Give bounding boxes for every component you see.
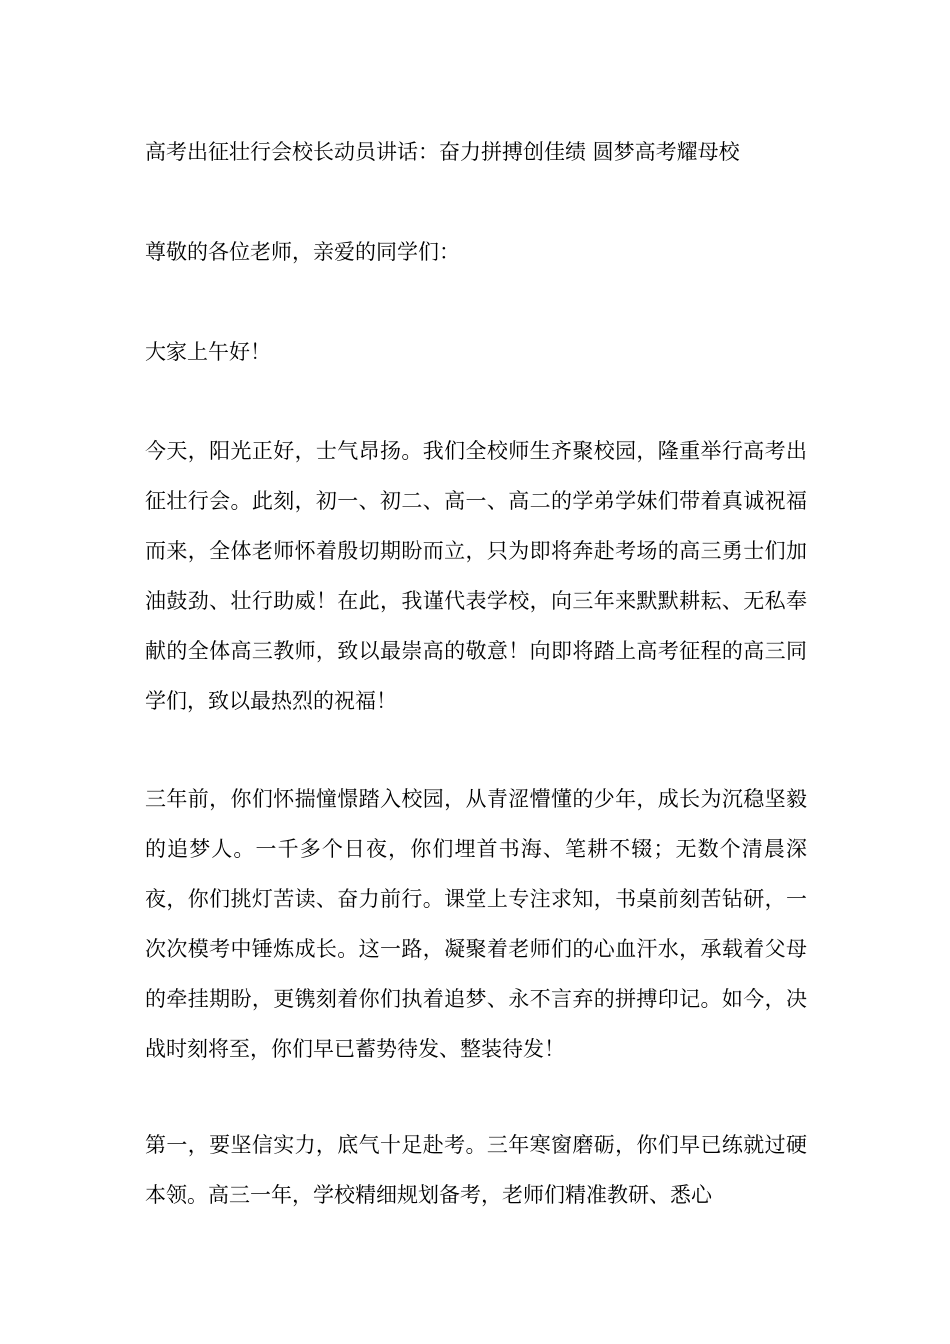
salutation: 尊敬的各位老师，亲爱的同学们：	[145, 240, 460, 264]
paragraph-2: 三年前，你们怀揣憧憬踏入校园，从青涩懵懂的少年，成长为沉稳坚毅的追梦人。一千多个日夜，你们埋首书海、笔耕不辍；无数个清晨深夜，你们挑灯苦读、奋力前行。课堂上专注求知，书桌前刻苦钻研，一次次模考中锤炼成长。这一路，凝聚着老师们的心血汗水，承载着父母的牵挂期盼，更镌刻着你们执着追梦、永不言弃的拼搏印记。如今，决战时刻将至，你们早已蓄势待发、整装待发！	[145, 787, 807, 1061]
paragraph-3: 第一，要坚信实力，底气十足赴考。三年寒窗磨砺，你们早已练就过硬本领。高三一年，学校精细规划备考，老师们精准教研、悉心	[145, 1133, 807, 1207]
greeting: 大家上午好！	[145, 340, 271, 364]
paragraph-1: 今天，阳光正好，士气昂扬。我们全校师生齐聚校园，隆重举行高考出征壮行会。此刻，初一、初二、高一、高二的学弟学妹们带着真诚祝福而来，全体老师怀着殷切期盼而立，只为即将奔赴考场的高三勇士们加油鼓劲、壮行助威！在此，我谨代表学校，向三年来默默耕耘、无私奉献的全体高三教师，致以最崇高的敬意！向即将踏上高考征程的高三同学们，致以最热烈的祝福！	[145, 439, 807, 713]
document-title: 高考出征壮行会校长动员讲话：奋力拼搏创佳绩 圆梦高考耀母校	[145, 140, 740, 164]
